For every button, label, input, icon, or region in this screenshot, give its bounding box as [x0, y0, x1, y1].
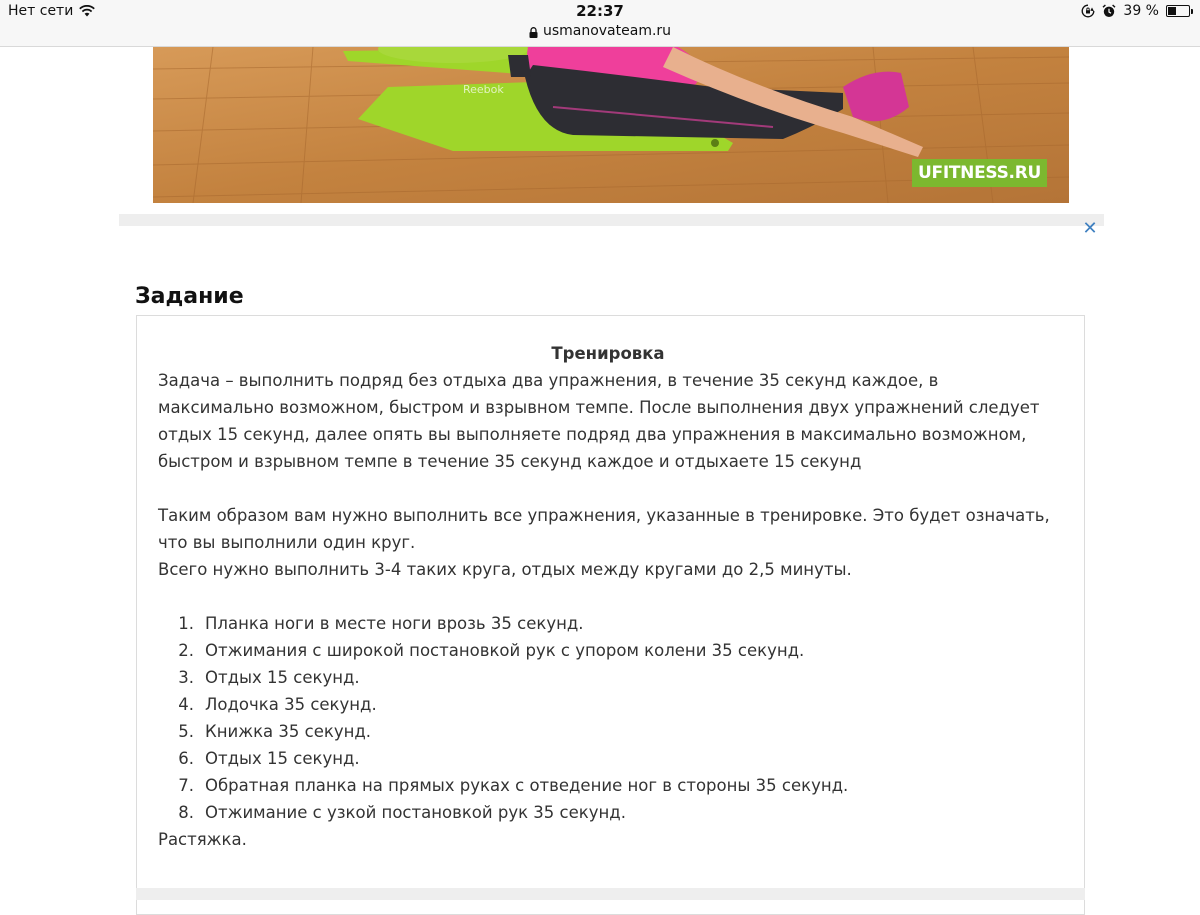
list-item-number: 1. — [178, 614, 194, 633]
list-item-number: 5. — [178, 722, 194, 741]
task-footer: Растяжка. — [158, 830, 247, 849]
list-item — [158, 637, 1058, 664]
spacer — [158, 475, 1058, 502]
orientation-lock-icon — [1081, 4, 1095, 18]
exercise-list — [158, 610, 1058, 826]
spacer — [158, 583, 1058, 610]
alarm-icon — [1102, 4, 1116, 18]
url-text[interactable]: usmanovateam.ru — [542, 23, 672, 39]
list-item-number: 2. — [178, 641, 194, 660]
clock: 22:37 — [576, 2, 624, 20]
list-item-text: Планка ноги в месте ноги врозь 35 секунд. — [205, 614, 584, 633]
list-item-text: Обратная планка на прямых руках с отведение ног в стороны 35 секунд. — [205, 776, 849, 795]
task-box-footer-bar — [136, 888, 1085, 900]
battery-fill — [1168, 7, 1176, 15]
list-item — [158, 799, 1058, 826]
battery-icon — [1166, 5, 1190, 17]
mat-brand-label: Reebok — [463, 83, 504, 96]
list-item-number: 3. — [178, 668, 194, 687]
list-item — [158, 610, 1058, 637]
task-heading: Тренировка — [551, 344, 665, 363]
list-item — [158, 691, 1058, 718]
lock-icon — [529, 26, 538, 37]
list-item-number: 4. — [178, 695, 194, 714]
hero-watermark: UFITNESS.RU — [912, 159, 1047, 187]
hero-image — [153, 47, 1069, 203]
list-item — [158, 718, 1058, 745]
list-item-text: Отдых 15 секунд. — [205, 668, 360, 687]
address-bar[interactable] — [0, 23, 1200, 39]
section-title: Задание — [135, 284, 244, 309]
battery-percent: 39 % — [1123, 3, 1159, 19]
list-item-text: Отдых 15 секунд. — [205, 749, 360, 768]
task-paragraph-2: Таким образом вам нужно выполнить все упражнения, указанные в тренировке. Это будет означать, что вы выполнили один круг. — [158, 506, 1050, 552]
close-icon[interactable]: ✕ — [1082, 218, 1098, 239]
task-intro: Задача – выполнить подряд без отдыха два упражнения, в течение 35 секунд каждое, в максимально возможном, быстром и взрывном темпе. После выполнения двух упражнений следует отдых 15 секунд, далее опять вы выполняете подряд два упражнения в максимально возможном, быстром и взрывном темпе в течение 35 секунд каждое и отдыхаете 15 секунд — [158, 371, 1040, 471]
list-item — [158, 745, 1058, 772]
list-item — [158, 664, 1058, 691]
list-item-text: Книжка 35 секунд. — [205, 722, 372, 741]
status-right — [1081, 3, 1190, 19]
list-item-text: Отжимание с узкой постановкой рук 35 секунд. — [205, 803, 626, 822]
list-item-number: 7. — [178, 776, 194, 795]
list-item-number: 6. — [178, 749, 194, 768]
task-content — [158, 340, 1058, 853]
list-item — [158, 772, 1058, 799]
status-bar — [0, 0, 1200, 47]
task-paragraph-3: Всего нужно выполнить 3-4 таких круга, отдых между кругами до 2,5 минуты. — [158, 560, 852, 579]
list-item-number: 8. — [178, 803, 194, 822]
list-item-text: Отжимания с широкой постановкой рук с упором колени 35 секунд. — [205, 641, 805, 660]
carrier-label: Нет сети — [8, 3, 74, 19]
ad-banner — [119, 214, 1104, 226]
list-item-text: Лодочка 35 секунд. — [205, 695, 377, 714]
